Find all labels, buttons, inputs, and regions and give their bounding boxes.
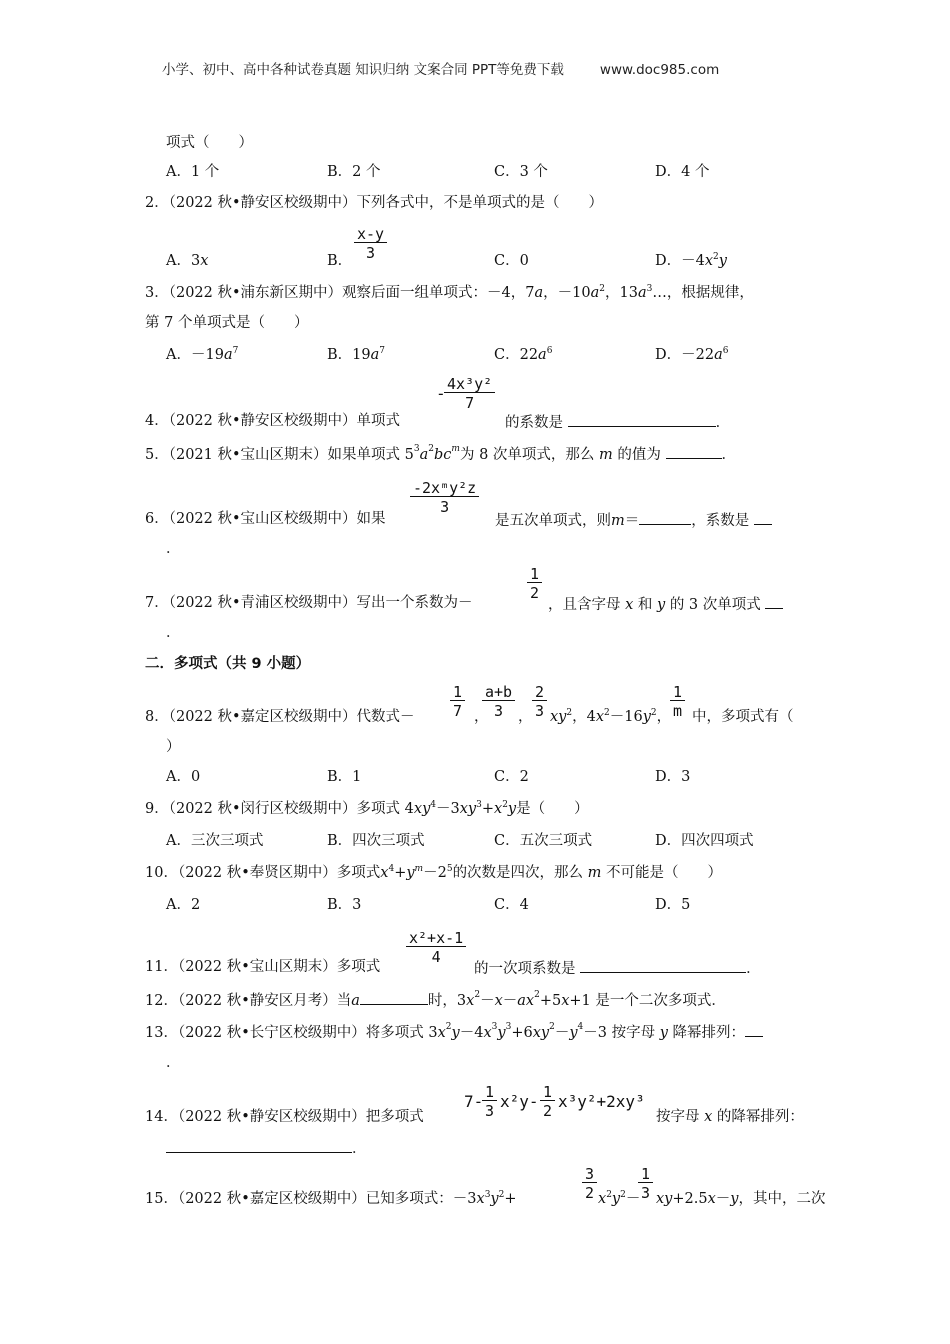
q2-option-c[interactable]: C．0 bbox=[494, 253, 529, 269]
q1-tail: 项式（ ） bbox=[166, 135, 253, 151]
header-site-link[interactable]: www.doc985.com bbox=[599, 62, 720, 78]
q3-option-b[interactable]: B．$19a^7$ bbox=[327, 346, 385, 363]
question-12: 12．（2022 秋•静安区月考）当a 时，$3x^2-x-ax^2+5x+1$ 是一个二次多项式． bbox=[145, 990, 726, 1009]
q1-option-a[interactable]: A．1 个 bbox=[166, 164, 220, 180]
question-13: 13．（2022 秋•长宁区校级期中）将多项式 $3x^2y-4x^3y^3+6xy^2-y^4-3$ 按字母 y 降幂排列： bbox=[145, 1022, 763, 1042]
q15-term-2: $x^2y^2-$ bbox=[598, 1190, 641, 1207]
q14-tail: 按字母 x 的降幂排列： bbox=[656, 1109, 804, 1125]
q1-option-d[interactable]: D．4 个 bbox=[655, 164, 710, 180]
q8-option-b[interactable]: B．1 bbox=[327, 769, 362, 785]
q14-term-2: x³y²+2xy³ bbox=[558, 1092, 645, 1111]
question-10: 10．（2022 秋•奉贤区期中）多项式$x^4+y^m-2^5$的次数是四次，那么 m 不可能是（ ） bbox=[145, 864, 723, 881]
q14-term-1: x²y- bbox=[500, 1092, 539, 1111]
q6-source: （2022 秋•宝山区校级期中） bbox=[168, 511, 357, 527]
question-5: 5．（2021 秋•宝山区期末）如果单项式 $5^3a^2bc^m$为 8 次单项式，那么 m 的值为 ． bbox=[145, 444, 736, 463]
q2-source: （2022 秋•静安区校级期中） bbox=[168, 195, 357, 211]
q2-text: 下列各式中，不是单项式的是（ ） bbox=[356, 195, 604, 211]
question-8: 8．（2022 秋•嘉定区校级期中）代数式－ bbox=[145, 709, 415, 725]
q9-option-a[interactable]: A．三次三项式 bbox=[166, 833, 264, 849]
question-11: 11．（2022 秋•宝山区期末）多项式 bbox=[145, 959, 381, 975]
q9-option-d[interactable]: D．四次四项式 bbox=[655, 833, 754, 849]
q6-fraction: -2xᵐy²z 3 bbox=[410, 480, 479, 515]
q4-fraction: $\frac{\text{4x³y²}}{7}$ bbox=[444, 376, 495, 411]
question-3: 3．（2022 秋•浦东新区期中）观察后面一组单项式：－4，7a，$-10a^2$，$13a^3\dots$，根据规律， bbox=[145, 284, 754, 301]
q5-source: （2021 秋•宝山区期末） bbox=[168, 447, 328, 463]
q3-option-c[interactable]: C．$22a^6$ bbox=[494, 346, 553, 363]
q3-option-d[interactable]: D．$-22a^6$ bbox=[655, 346, 729, 363]
q2-fraction-num: x-y bbox=[354, 226, 387, 243]
page-header bbox=[162, 58, 719, 78]
q13-answer-blank[interactable] bbox=[745, 1022, 763, 1037]
q6-blank-coefficient[interactable] bbox=[754, 510, 772, 525]
question-15: 15．（2022 秋•嘉定区校级期中）已知多项式：$-3x^3y^2+$ bbox=[145, 1190, 517, 1207]
q9-source: （2022 秋•闵行区校级期中） bbox=[168, 801, 357, 817]
q3-source: （2022 秋•浦东新区期中） bbox=[168, 285, 343, 301]
q3-option-a[interactable]: A．$-19a^7$ bbox=[166, 346, 239, 363]
q7-tail: ，且含字母 x 和 y 的 3 次单项式 bbox=[548, 594, 783, 614]
q12-source: （2022 秋•静安区月考） bbox=[177, 993, 337, 1009]
q13-end: ． bbox=[166, 1055, 181, 1071]
q2-fraction-den: 3 bbox=[366, 244, 376, 262]
q14-answer-blank[interactable] bbox=[166, 1138, 352, 1153]
q15-fraction-2: $\frac{1}{3}$ bbox=[638, 1166, 653, 1201]
q11-fraction: $\frac{\text{x²+x-1}}{4}$ bbox=[406, 930, 466, 965]
question-2 bbox=[145, 194, 603, 212]
q10-option-d[interactable]: D．5 bbox=[655, 897, 691, 913]
q15-source: （2022 秋•嘉定区校级期中） bbox=[177, 1191, 366, 1207]
q7-fraction: $\frac{1}{2}$ bbox=[527, 566, 542, 601]
q8-fraction-1: $\frac{1}{7}$ bbox=[450, 684, 465, 719]
q9-option-c[interactable]: C．五次三项式 bbox=[494, 833, 593, 849]
q8-fraction-3: $\frac{2}{3}$ bbox=[532, 684, 547, 719]
q14-fraction-1: $\frac{1}{3}$ bbox=[482, 1084, 497, 1119]
q4-tail: 的系数是 ． bbox=[505, 412, 730, 432]
q7-source: （2022 秋•青浦区校级期中） bbox=[168, 595, 357, 611]
q10-option-b[interactable]: B．3 bbox=[327, 897, 362, 913]
q10-option-a[interactable]: A．2 bbox=[166, 897, 201, 913]
q2-fraction-b bbox=[354, 226, 387, 261]
q10-source: （2022 秋•奉贤区期中） bbox=[177, 865, 337, 881]
q8-option-a[interactable]: A．0 bbox=[166, 769, 201, 785]
q1-option-b[interactable]: B．2 个 bbox=[327, 164, 381, 180]
header-banner-text: 小学、初中、高中各种试卷真题 知识归纳 文案合同 PPT等免费下载 bbox=[162, 62, 564, 78]
q14-fraction-2: $\frac{1}{2}$ bbox=[540, 1084, 555, 1119]
q4-answer-blank[interactable] bbox=[568, 412, 716, 427]
question-7: 7．（2022 秋•青浦区校级期中）写出一个系数为－ bbox=[145, 595, 473, 611]
q6-end: ． bbox=[166, 541, 181, 557]
q14-poly-lead: 7- bbox=[464, 1092, 484, 1111]
question-9: 9．（2022 秋•闵行区校级期中）多项式 $4xy^4-3xy^3+x^2y$是（ ） bbox=[145, 800, 589, 817]
q8-fraction-4: $\frac{1}{m}$ bbox=[670, 684, 685, 719]
section-2-title: 二．多项式（共 9 小题） bbox=[145, 656, 311, 672]
q7-answer-blank[interactable] bbox=[765, 594, 783, 609]
q15-fraction-1: $\frac{3}{2}$ bbox=[582, 1166, 597, 1201]
q3-line-2: 第 7 个单项式是（ ） bbox=[145, 315, 309, 331]
q2-option-b[interactable]: B． bbox=[327, 253, 353, 269]
q8-expr: $xy^2$，$4x^2-16y^2$， bbox=[550, 708, 672, 725]
q11-answer-blank[interactable] bbox=[580, 958, 746, 973]
q11-tail: 的一次项系数是 ． bbox=[474, 958, 761, 978]
question-4: 4．（2022 秋•静安区校级期中）单项式 bbox=[145, 413, 401, 429]
q6-blank-m[interactable] bbox=[639, 510, 691, 525]
q14-answer-line: ． bbox=[166, 1138, 367, 1158]
q15-tail: xy+2.5x－y，其中，二次 bbox=[656, 1191, 826, 1207]
q8-option-d[interactable]: D．3 bbox=[655, 769, 691, 785]
q8-source: （2022 秋•嘉定区校级期中） bbox=[168, 709, 357, 725]
q7-end: ． bbox=[166, 625, 181, 641]
q13-source: （2022 秋•长宁区校级期中） bbox=[177, 1025, 366, 1041]
q2-number: 2． bbox=[145, 195, 169, 211]
q10-option-c[interactable]: C．4 bbox=[494, 897, 529, 913]
q8-fraction-2: $\frac{a+b}{3}$ bbox=[482, 684, 515, 719]
q4-minus: - bbox=[436, 384, 446, 403]
q2-option-a[interactable]: A．3x bbox=[166, 253, 209, 269]
q14-source: （2022 秋•静安区校级期中） bbox=[177, 1109, 366, 1125]
question-6: 6．（2022 秋•宝山区校级期中）如果 bbox=[145, 511, 386, 527]
question-14: 14．（2022 秋•静安区校级期中）把多项式 bbox=[145, 1109, 424, 1125]
q12-answer-blank[interactable] bbox=[360, 990, 428, 1005]
q5-answer-blank[interactable] bbox=[666, 444, 722, 459]
q8-line-2: ） bbox=[166, 739, 181, 755]
q8-option-c[interactable]: C．2 bbox=[494, 769, 529, 785]
q4-source: （2022 秋•静安区校级期中） bbox=[168, 413, 357, 429]
q1-option-c[interactable]: C．3 个 bbox=[494, 164, 548, 180]
q11-source: （2022 秋•宝山区期末） bbox=[177, 959, 337, 975]
q9-option-b[interactable]: B．四次三项式 bbox=[327, 833, 425, 849]
q6-tail: 是五次单项式，则m＝ ，系数是 bbox=[495, 510, 772, 530]
q8-tail: 中，多项式有（ bbox=[692, 709, 794, 725]
q2-option-d[interactable]: D．$-4x^2y$ bbox=[655, 252, 727, 269]
